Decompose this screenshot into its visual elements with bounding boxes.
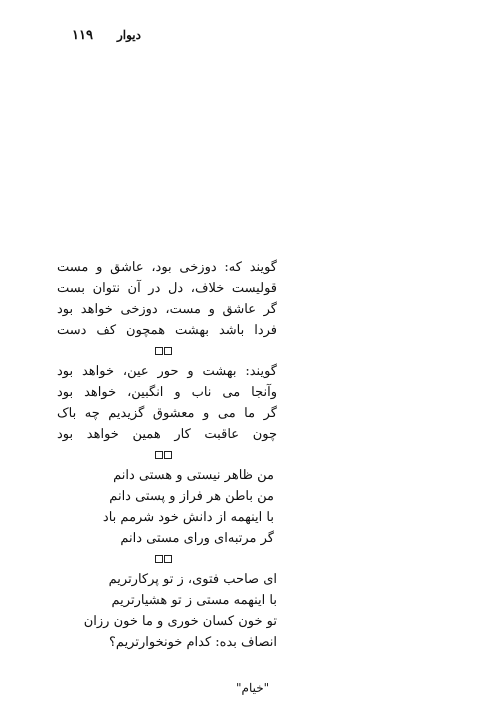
verse-line: تو خون کسان خوری و ما خون رزان <box>83 614 277 629</box>
verse-line: ای صاحب فتوی، ز تو پرکارتریم <box>108 572 277 587</box>
verse-line: وآنجا می ناب و انگبین، خواهد بود <box>57 385 277 400</box>
verse-line: با اینهمه مستی ز تو هشیارتریم <box>111 593 277 608</box>
stanza-separator <box>53 445 273 465</box>
quatrain-2 <box>57 361 277 445</box>
square-ornament-icon <box>164 451 172 459</box>
verse-line: گر مرتبه‌ای ورای مستی دانم <box>120 531 274 546</box>
quatrain-1 <box>57 257 277 341</box>
square-ornament-icon <box>155 555 163 563</box>
verse-line: من ظاهر نیستی و هستی دانم <box>113 468 274 483</box>
stanza-separator <box>53 341 273 361</box>
running-header <box>72 28 141 43</box>
verse-line: گر ما می و معشوق گزیدیم چه باک <box>57 406 277 421</box>
verse-line: چون عاقبت کار همین خواهد بود <box>57 427 277 442</box>
verse-line: من باطن هر فراز و پستی دانم <box>109 489 274 504</box>
verse-line: فردا باشد بهشت همچون کف دست <box>57 323 277 338</box>
quatrain-3 <box>102 465 274 549</box>
square-ornament-icon <box>164 555 172 563</box>
verse-line: با اینهمه از دانش خود شرمم باد <box>102 510 274 525</box>
verse-line: انصاف بده: کدام خونخوارتریم؟ <box>109 635 277 650</box>
square-ornament-icon <box>164 347 172 355</box>
stanza-separator <box>53 549 273 569</box>
verse-line: گویند: بهشت و حور عین، خواهد بود <box>57 364 277 379</box>
book-title: دیوار <box>116 28 141 42</box>
verse-line: گویند که: دوزخی بود، عاشق و مست <box>57 260 277 275</box>
poet-attribution: "خیام" <box>236 681 270 695</box>
page-number: ۱۱۹ <box>72 28 93 43</box>
poem-collection <box>57 257 277 653</box>
verse-line: قولیست خلاف، دل در آن نتوان بست <box>57 281 277 296</box>
verse-line: گر عاشق و مست، دوزخی خواهد بود <box>57 302 277 317</box>
quatrain-4 <box>83 569 277 653</box>
square-ornament-icon <box>155 347 163 355</box>
square-ornament-icon <box>155 451 163 459</box>
